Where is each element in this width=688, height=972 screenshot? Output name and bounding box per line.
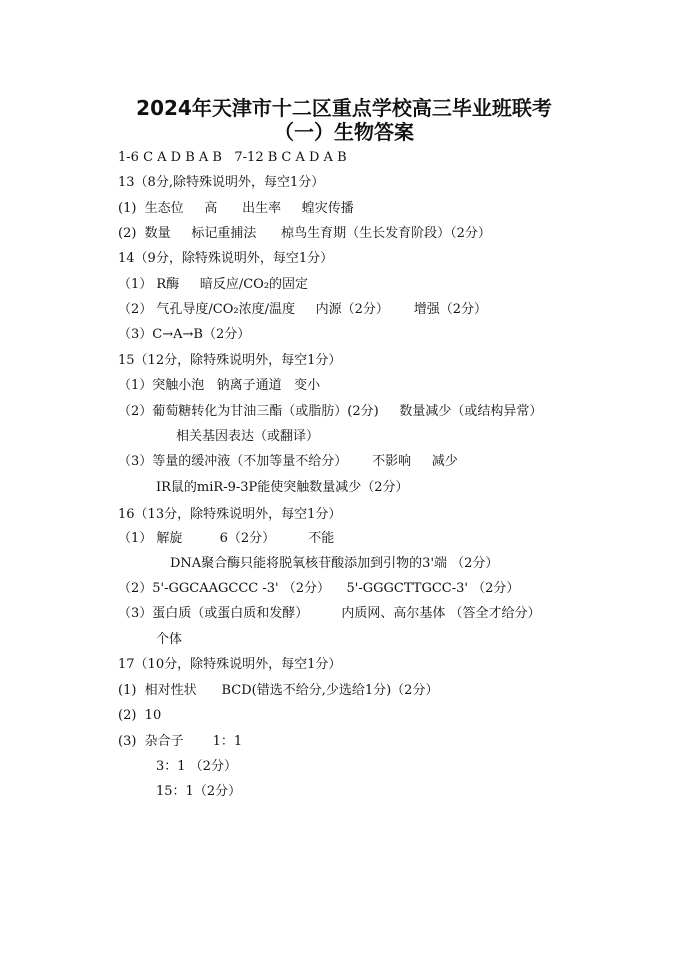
answer-line-q15-2-cont: 相关基因表达（或翻译） (176, 429, 320, 444)
answer-line-q13-header: 13（8分,除特殊说明外，每空1分） (118, 175, 325, 190)
answer-line-q14-header: 14（9分，除特殊说明外，每空1分） (118, 251, 334, 266)
answer-line-q13-1: (1) 生态位 高 出生率 蝗灾传播 (118, 201, 354, 216)
answer-line-q16-2: （2）5'-GGCAAGCCC -3' （2分） 5'-GGGCTTGCC-3' （2分） (118, 581, 520, 596)
answer-line-q17-3: (3) 杂合子 1：1 (118, 734, 243, 749)
answer-line-q17-3-cont2: 15：1（2分） (156, 784, 242, 799)
answer-line-q14-2: （2） 气孔导度/CO₂浓度/温度 内源（2分） 增强（2分） (118, 302, 487, 317)
answer-line-q15-header: 15（12分，除特殊说明外，每空1分） (118, 353, 342, 368)
answer-line-q16-3-cont: 个体 (156, 632, 183, 647)
answer-line-q16-1-cont: DNA聚合酶只能将脱氧核苷酸添加到引物的3'端 （2分） (170, 556, 499, 571)
answer-line-q14-1: （1） R酶 暗反应/CO₂的固定 (118, 277, 309, 292)
answer-line-q17-3-cont1: 3：1 （2分） (156, 759, 237, 774)
document-title-line2: （一）生物答案 (274, 120, 414, 144)
answer-line-mcq: 1-6 C A D B A B 7-12 B C A D A B (118, 150, 347, 165)
answer-line-q17-1: (1) 相对性状 BCD(错选不给分,少选给1分)（2分） (118, 683, 439, 698)
answer-line-q14-3: （3）C→A→B（2分） (118, 327, 251, 342)
answer-line-q13-2: (2) 数量 标记重捕法 椋鸟生育期（生长发育阶段）（2分） (118, 226, 491, 241)
answer-line-q15-1: （1）突触小泡 钠离子通道 变小 (118, 378, 321, 393)
answer-line-q17-header: 17（10分，除特殊说明外，每空1分） (118, 657, 342, 672)
document-title-line1: 2024年天津市十二区重点学校高三毕业班联考 (136, 96, 552, 120)
answer-line-q15-3-cont: IR鼠的miR-9-3P能使突触数量减少（2分） (156, 480, 409, 495)
answer-line-q15-3: （3）等量的缓冲液（不加等量不给分） 不影响 减少 (118, 454, 458, 469)
answer-line-q16-1: （1） 解旋 6（2分） 不能 (118, 531, 335, 546)
answer-line-q16-header: 16（13分，除特殊说明外，每空1分） (118, 507, 342, 522)
answer-line-q16-3: （3）蛋白质（或蛋白质和发酵） 内质网、高尔基体 （答全才给分） (118, 606, 541, 621)
answer-line-q17-2: (2) 10 (118, 708, 162, 723)
answer-line-q15-2: （2）葡萄糖转化为甘油三酯（或脂肪）(2分) 数量减少（或结构异常） (118, 404, 543, 419)
